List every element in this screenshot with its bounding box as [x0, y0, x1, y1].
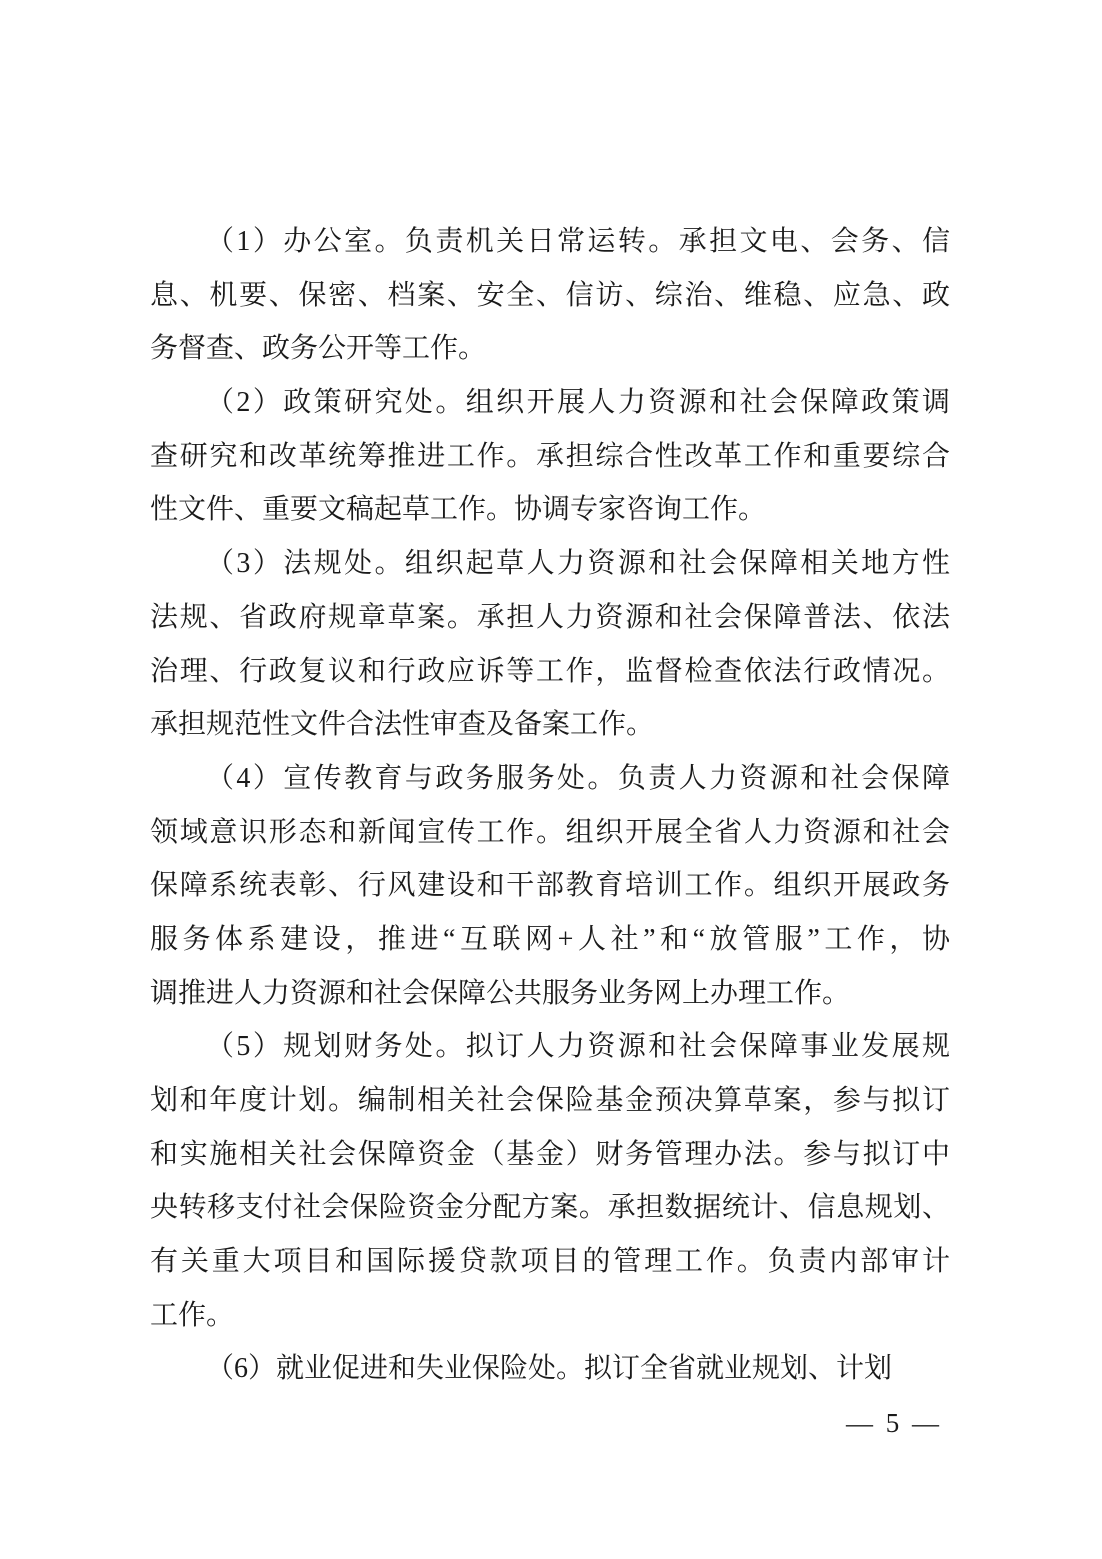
paragraph-1-office — [150, 215, 950, 376]
paragraph-4-publicity-education — [150, 752, 950, 1020]
text-line: 查研究和改革统筹推进工作。承担综合性改革工作和重要综合 — [150, 440, 950, 472]
text-line: 央转移支付社会保险资金分配方案。承担数据统计、信息规划、 — [150, 1192, 950, 1224]
text-line: 领域意识形态和新闻宣传工作。组织开展全省人力资源和社会 — [150, 816, 950, 848]
text-line: 法规、省政府规章草案。承担人力资源和社会保障普法、依法 — [150, 601, 950, 633]
paragraph-5-planning-finance — [150, 1020, 950, 1342]
text-line: 工作。 — [150, 1299, 235, 1331]
text-line: 划和年度计划。编制相关社会保险基金预决算草案，参与拟订 — [150, 1085, 950, 1116]
text-line: 息、机要、保密、档案、安全、信访、综治、维稳、应急、政 — [150, 279, 950, 311]
text-line: （6）就业促进和失业保险处。拟订全省就业规划、计划 — [206, 1353, 893, 1385]
text-line: （5）规划财务处。拟订人力资源和社会保障事业发展规 — [206, 1031, 950, 1063]
text-line: （4）宣传教育与政务服务处。负责人力资源和社会保障 — [206, 762, 950, 794]
text-line: 服务体系建设，推进“互联网+人社”和“放管服”工作，协 — [150, 923, 950, 955]
text-line: 务督查、政务公开等工作。 — [150, 333, 487, 365]
paragraph-3-legal-affairs — [150, 537, 950, 752]
paragraph-2-policy-research — [150, 376, 950, 537]
text-line: 治理、行政复议和行政应诉等工作，监督检查依法行政情况。 — [150, 655, 950, 687]
text-line: 性文件、重要文稿起草工作。协调专家咨询工作。 — [150, 494, 767, 526]
text-line: 调推进人力资源和社会保障公共服务业务网上办理工作。 — [150, 977, 851, 1009]
page-number: — 5 — — [846, 1408, 942, 1438]
document-body — [150, 215, 950, 1396]
text-line: 和实施相关社会保障资金（基金）财务管理办法。参与拟订中 — [150, 1138, 950, 1170]
text-line: 保障系统表彰、行风建设和干部教育培训工作。组织开展政务 — [150, 870, 950, 902]
paragraph-6-employment-promotion — [150, 1342, 950, 1396]
text-line: （2）政策研究处。组织开展人力资源和社会保障政策调 — [206, 387, 950, 419]
text-line: （1）办公室。负责机关日常运转。承担文电、会务、信 — [206, 226, 950, 257]
text-line: 有关重大项目和国际援贷款项目的管理工作。负责内部审计 — [150, 1246, 950, 1278]
text-line: 承担规范性文件合法性审查及备案工作。 — [150, 709, 655, 741]
text-line: （3）法规处。组织起草人力资源和社会保障相关地方性 — [206, 548, 950, 580]
